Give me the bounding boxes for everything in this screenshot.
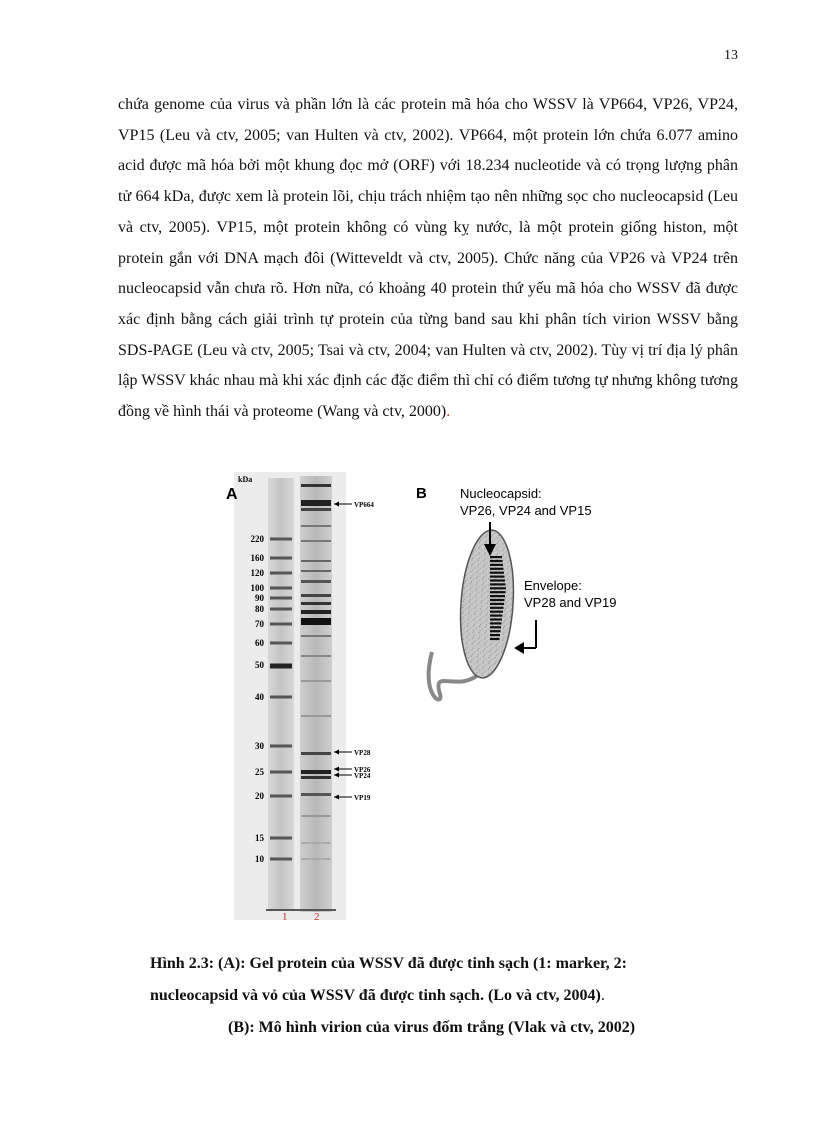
- nucleocapsid-title: Nucleocapsid:: [460, 486, 542, 501]
- capsid-stripe: [490, 556, 502, 558]
- panel-a-label: A: [226, 486, 238, 503]
- marker-label: 20: [255, 791, 264, 801]
- sample-band: [301, 580, 331, 583]
- sample-band: [301, 770, 331, 774]
- sample-band: [301, 610, 331, 614]
- capsid-stripe: [490, 560, 503, 562]
- capsid-stripe: [490, 599, 505, 601]
- capsid-stripe: [490, 587, 506, 589]
- lane-label-2: 2: [314, 911, 320, 923]
- capsid-stripe: [490, 622, 502, 624]
- caption-line-3: (B): Mô hình virion của virus đốm trắng (Vlak và ctv, 2002): [228, 1019, 636, 1036]
- figure-2-3: [0, 470, 816, 930]
- band-annotation-label: VP28: [354, 749, 371, 757]
- sample-band: [301, 858, 331, 860]
- capsid-stripe: [490, 626, 501, 628]
- virion-panel: [416, 485, 617, 700]
- sample-band: [301, 635, 331, 637]
- marker-band: [270, 642, 292, 645]
- capsid-stripe: [490, 611, 503, 613]
- sample-band: [301, 602, 331, 605]
- capsid-stripe: [490, 579, 505, 581]
- paragraph-end-punct: .: [446, 403, 451, 421]
- sample-band: [301, 508, 331, 511]
- sample-band: [301, 680, 331, 682]
- sample-band: [301, 540, 331, 542]
- band-annotation-label: VP26: [354, 766, 371, 774]
- paragraph-text: chứa genome của virus và phần lớn là các protein mã hóa cho WSSV là VP664, VP26, VP24, VP15 (Leu và ctv, 2005; van Hulten và ctv, 2002). VP664, một protein lớn chứa 6.077 amino acid được mã hóa bởi một khung đọc mở (ORF) với 18.234 nucleotide và có trọng lượng phân tử 664 kDa, được xem là protein lõi, chịu trách nhiệm tạo nên những sọc cho nucleocapsid (Leu và ctv, 2005). VP15, một protein không có vùng kỵ nước, là một protein giống histon, một protein gắn với DNA mạch đôi (Witteveldt và ctv, 2005). Chức năng của VP26 và VP24 trên nucleocapsid vẫn chưa rõ. Hơn nữa, có khoảng 40 protein thứ yếu mã hóa cho WSSV đã được xác định bằng cách giải trình tự protein của từng band sau khi phân tích virion WSSV bằng SDS-PAGE (Leu và ctv, 2005; Tsai và ctv, 2004; van Hulten và ctv, 2002). Tùy vị trí địa lý phân lập WSSV khác nhau mà khi xác định các đặc điểm thì chỉ có điểm tương tự nhưng không tương đồng về hình thái và proteome (Wang và ctv, 2000): [118, 96, 738, 421]
- band-annotation-label: VP19: [354, 794, 371, 802]
- body-paragraph: [118, 90, 738, 428]
- capsid-stripe: [490, 576, 505, 578]
- capsid-stripe: [490, 630, 501, 632]
- capsid-stripe: [490, 603, 504, 605]
- marker-label: 40: [255, 692, 264, 702]
- panel-b-label: B: [416, 485, 427, 502]
- marker-band: [270, 858, 292, 861]
- lane-label-1: 1: [282, 911, 288, 923]
- band-annotation-label: VP24: [354, 772, 371, 780]
- virion-body: [429, 528, 518, 699]
- marker-label: 25: [255, 767, 264, 777]
- sample-band: [301, 525, 331, 527]
- capsid-stripe: [490, 591, 506, 593]
- marker-band: [270, 597, 292, 600]
- sample-band: [301, 842, 331, 844]
- marker-label: 160: [250, 553, 264, 563]
- marker-band: [270, 837, 292, 840]
- marker-band: [270, 538, 292, 541]
- sample-band: [301, 618, 331, 625]
- sample-band: [301, 594, 331, 597]
- marker-label: 70: [255, 619, 264, 629]
- envelope-title: Envelope:: [524, 578, 582, 593]
- capsid-stripe: [490, 618, 502, 620]
- marker-band: [270, 795, 292, 798]
- sample-band: [301, 793, 331, 796]
- marker-band: [270, 771, 292, 774]
- capsid-stripe: [490, 638, 500, 640]
- capsid-stripe: [490, 634, 500, 636]
- capsid-stripe: [490, 615, 503, 617]
- caption-line-2: [150, 980, 605, 1012]
- sample-band: [301, 560, 331, 562]
- envelope-arrow: [514, 620, 536, 654]
- virion-envelope: [456, 528, 518, 679]
- marker-band: [270, 623, 292, 626]
- sample-band: [301, 484, 331, 487]
- marker-band: [270, 608, 292, 611]
- nucleocapsid-proteins: VP26, VP24 and VP15: [460, 503, 592, 518]
- band-annotation-label: VP664: [354, 501, 374, 509]
- capsid-stripe: [490, 568, 504, 570]
- sample-band: [301, 815, 331, 817]
- gel-lane-1: [268, 478, 294, 910]
- marker-label: 60: [255, 638, 264, 648]
- envelope-proteins: VP28 and VP19: [524, 595, 617, 610]
- caption-line-2-text: nucleocapsid và vỏ của WSSV đã được tinh sạch. (Lo và ctv, 2004): [150, 987, 601, 1004]
- sample-band: [301, 570, 331, 572]
- sample-band: [301, 655, 331, 657]
- marker-label: 15: [255, 833, 264, 843]
- figure-graphic: [0, 470, 816, 930]
- marker-band: [270, 664, 292, 669]
- marker-band: [270, 745, 292, 748]
- marker-label: 30: [255, 741, 264, 751]
- caption-line-1: Hình 2.3: (A): Gel protein của WSSV đã được tinh sạch (1: marker, 2:: [150, 955, 628, 972]
- marker-band: [270, 572, 292, 575]
- sample-band: [301, 776, 331, 779]
- caption-line-2-end: .: [600, 987, 605, 1004]
- sample-band: [301, 715, 331, 717]
- capsid-stripe: [490, 572, 504, 574]
- sample-band: [301, 752, 331, 755]
- capsid-stripe: [490, 583, 506, 585]
- marker-label: 120: [250, 568, 264, 578]
- sample-band: [301, 500, 331, 506]
- marker-band: [270, 696, 292, 699]
- capsid-stripe: [490, 564, 503, 566]
- marker-label: 50: [255, 660, 264, 670]
- page-number: 13: [724, 48, 738, 63]
- capsid-stripe: [490, 595, 505, 597]
- marker-label: 100: [250, 583, 264, 593]
- capsid-stripe: [490, 607, 504, 609]
- kda-unit-label: kDa: [238, 475, 253, 484]
- marker-band: [270, 587, 292, 590]
- marker-label: 220: [250, 534, 264, 544]
- marker-label: 80: [255, 604, 264, 614]
- marker-label: 10: [255, 854, 264, 864]
- marker-label: 90: [255, 593, 264, 603]
- marker-band: [270, 557, 292, 560]
